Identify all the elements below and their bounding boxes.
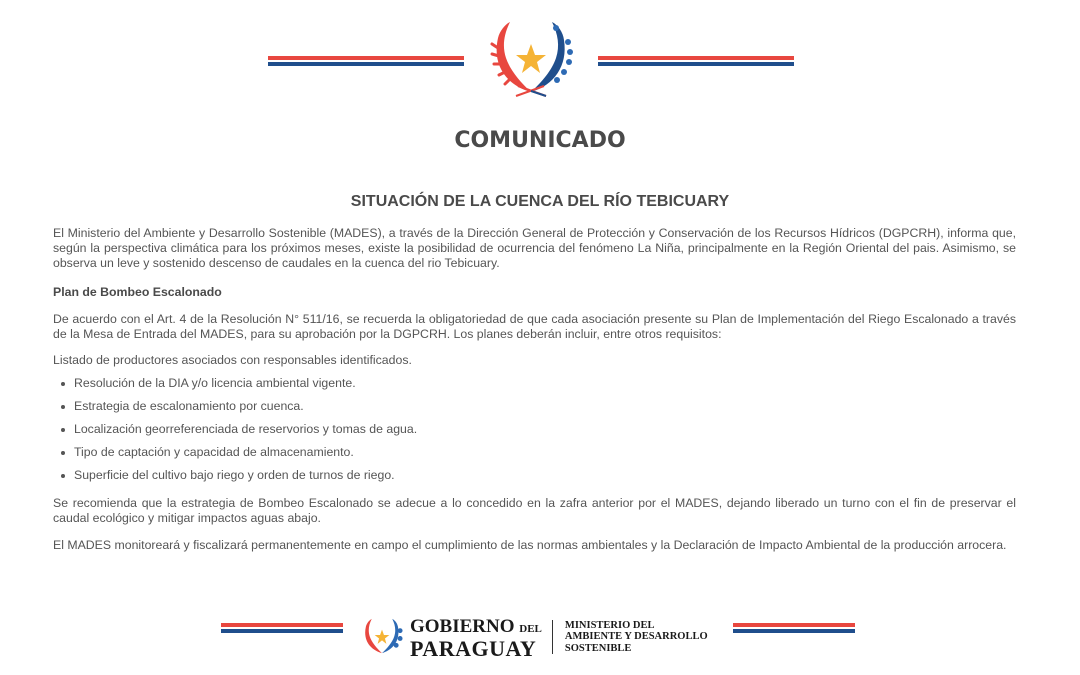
section-heading: Plan de Bombeo Escalonado: [53, 285, 222, 299]
government-logo: [360, 615, 708, 659]
bullet-icon: [61, 382, 65, 386]
bullet-icon: [61, 428, 65, 432]
list-item: Tipo de captación y capacidad de almacenamiento.: [53, 445, 1016, 468]
header-stripe-left: [268, 56, 464, 66]
bullet-icon: [61, 405, 65, 409]
requirements-list: [53, 376, 1016, 491]
resolution-paragraph: De acuerdo con el Art. 4 de la Resolución N° 511/16, se recuerda la obligatoriedad de que cada asociación presente su Plan de Implementación del Riego Escalonado a través de la Mesa de Entrada del MADES, para su aprobación por la DGPCRH. Los planes deberán incluir, entre otros requisitos:: [53, 312, 1016, 341]
intro-paragraph: El Ministerio del Ambiente y Desarrollo Sostenible (MADES), a través de la Dirección General de Protección y Conservación de los Recursos Hídricos (DGPCRH), informa que, según la perspectiva climática para los próximos meses, existe la posibilidad de ocurrencia del fenómeno La Niña, principalmente en la Región Oriental del pais. Asimismo, se observa un leve y sostenido descenso de caudales en la cuenca del rio Tebicuary.: [53, 226, 1016, 270]
list-item: Superficie del cultivo bajo riego y orden de turnos de riego.: [53, 468, 1016, 491]
document-subtitle: SITUACIÓN DE LA CUENCA DEL RÍO TEBICUARY: [350, 193, 730, 210]
footer-stripe-left: [221, 623, 343, 633]
monitoring-paragraph: El MADES monitoreará y fiscalizará permanentemente en campo el cumplimiento de las normas ambientales y la Declaración de Impacto Ambiental de la producción arrocera.: [53, 538, 1007, 552]
ministry-wordmark: MINISTERIO DEL AMBIENTE Y DESARROLLO SOSTENIBLE: [564, 619, 708, 654]
header-stripe-right: [598, 56, 794, 66]
list-intro: Listado de productores asociados con responsables identificados.: [53, 353, 412, 367]
gobierno-wordmark: GOBIERNO DEL PARAGUAY: [410, 615, 542, 661]
footer-stripe-right: [733, 623, 855, 633]
coat-of-arms-icon: [486, 20, 576, 98]
bullet-icon: [61, 451, 65, 455]
bullet-icon: [61, 474, 65, 478]
list-item: Localización georreferenciada de reservorios y tomas de agua.: [53, 422, 1016, 445]
coat-of-arms-small-icon: [360, 616, 404, 658]
recommendation-paragraph: Se recomienda que la estrategia de Bombeo Escalonado se adecue a lo concedido en la zafra anterior por el MADES, dejando liberado un turno con el fin de preservar el caudal ecológico y mitigar impactos aguas abajo.: [53, 496, 1016, 525]
logo-divider: [552, 620, 553, 654]
document-title: COMUNICADO: [454, 128, 626, 153]
list-item: Estrategia de escalonamiento por cuenca.: [53, 399, 1016, 422]
list-item: Resolución de la DIA y/o licencia ambiental vigente.: [53, 376, 1016, 399]
